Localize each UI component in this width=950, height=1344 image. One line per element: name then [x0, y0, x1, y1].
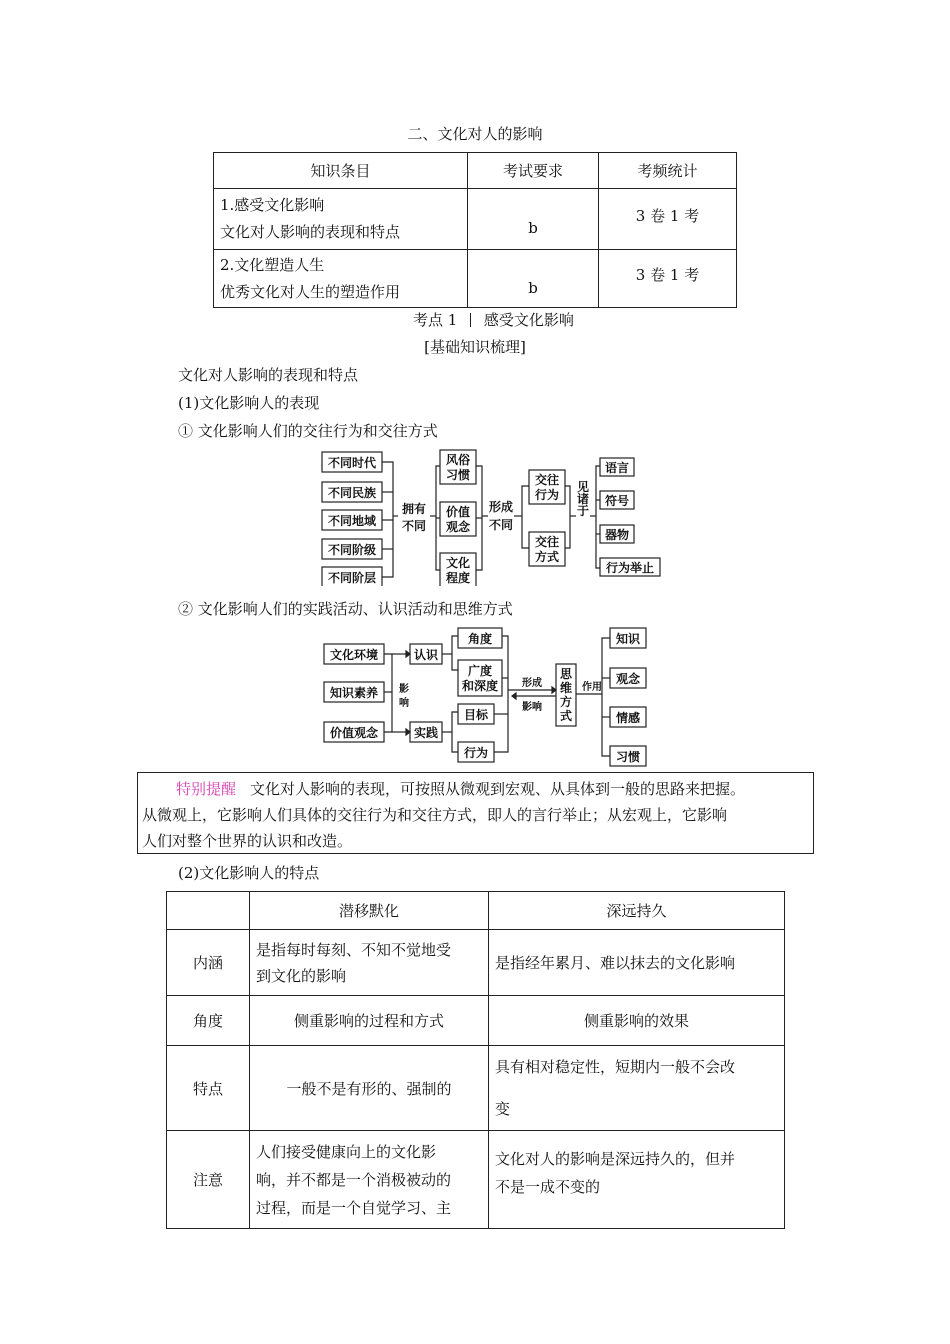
table-header: 潜移默化: [250, 892, 489, 930]
kaodian-label: 考点 1: [413, 311, 458, 329]
cell-line: 文化对人的影响是深远持久的，但并: [495, 1150, 736, 1168]
note-line: 文化对人影响的表现，可按照从微观到宏观、从具体到一般的思路来把握。: [250, 780, 746, 798]
subsection-2: (2)文化影响人的特点: [178, 864, 320, 882]
row-label: 特点: [167, 1046, 250, 1131]
diagram-node: 符号: [604, 494, 630, 508]
diagram-node: 不同地域: [327, 514, 377, 528]
table-header: 深远持久: [489, 892, 785, 930]
cell-line: 是指经年累月、难以抹去的文化影响: [495, 954, 736, 972]
features-table: [166, 891, 785, 1229]
diagram-node: 方式: [534, 550, 560, 564]
diagram-node: 维: [559, 681, 573, 695]
diagram-node: 文化: [445, 556, 471, 570]
cell-line: 过程，而是一个自觉学习、主: [256, 1198, 452, 1217]
diagram-label: 于: [576, 504, 590, 518]
item-2: ② 文化影响人们的实践活动、认识活动和思维方式: [178, 600, 513, 618]
table-row: [214, 250, 737, 308]
table-row: [167, 1131, 785, 1229]
diagram-node: 不同民族: [327, 486, 377, 500]
diagram-label: 不同: [401, 519, 427, 533]
diagram-node: 不同阶层: [327, 571, 377, 585]
diagram-cognition: [320, 624, 660, 770]
note-line: 从微观上，它影响人们具体的交往行为和交往方式，即人的言行举止；从宏观上，它影响: [142, 806, 728, 824]
cell-line: 不是一成不变的: [495, 1178, 601, 1196]
freq-cell: 3 卷 1 考: [599, 189, 737, 250]
diagram-node: 习惯: [445, 468, 471, 482]
subsection-1: (1)文化影响人的表现: [178, 394, 320, 412]
diagram-node: 情感: [615, 711, 641, 725]
diagram-communication: [318, 446, 663, 586]
diagram-node: 交往: [534, 473, 560, 487]
kaodian-heading: [413, 309, 574, 330]
cell-line: 具有相对稳定性，短期内一般不会改: [495, 1058, 736, 1076]
diagram-label: 形成: [488, 500, 514, 514]
table-row: [167, 1046, 785, 1131]
req-cell: b: [468, 250, 599, 308]
diagram-node: 程度: [445, 571, 471, 585]
cell-line: 变: [495, 1100, 511, 1118]
diagram-node: 不同时代: [327, 456, 377, 470]
note-title: 特别提醒: [176, 780, 237, 798]
diagram-node: 行为: [463, 746, 489, 760]
diagram-label: 拥有: [401, 502, 427, 516]
diagram-label: 诸: [576, 492, 590, 506]
table-header: 考试要求: [468, 153, 599, 189]
item-desc: 优秀文化对人生的塑造作用: [220, 282, 401, 301]
table-header: 知识条目: [214, 153, 468, 189]
diagram-label: 响: [399, 698, 409, 709]
note-line: 人们对整个世界的认识和改造。: [142, 832, 353, 850]
item-title: 2.文化塑造人生: [220, 255, 325, 274]
diagram-node: 和深度: [461, 679, 499, 693]
table-row: [167, 930, 785, 996]
diagram-node: 文化环境: [329, 648, 379, 662]
diagram-node: 观念: [615, 672, 641, 686]
diagram-node: 思: [559, 667, 573, 681]
cell-line: 一般不是有形的、强制的: [250, 1046, 489, 1131]
diagram-node: 交往: [534, 535, 560, 549]
diagram-node: 知识: [615, 632, 641, 646]
diagram-label: 形成: [522, 678, 542, 689]
diagram-node: 观念: [445, 520, 471, 534]
diagram-node: 习惯: [615, 750, 641, 764]
row-label: 角度: [167, 996, 250, 1046]
diagram-node: 目标: [463, 708, 489, 722]
table-header: [167, 892, 250, 930]
diagram-node: 行为: [534, 488, 560, 502]
cell-line: 是指每时每刻、不知不觉地受: [256, 940, 452, 959]
subheading: [基础知识梳理]: [424, 338, 526, 356]
diagram-node: 不同阶级: [327, 543, 377, 557]
note-box: [137, 772, 814, 854]
knowledge-table: [213, 152, 737, 308]
item-desc: 文化对人影响的表现和特点: [220, 223, 401, 241]
table-row: [167, 996, 785, 1046]
diagram-node: 角度: [467, 632, 493, 646]
diagram-label: 不同: [488, 518, 514, 532]
diagram-label: 影: [399, 684, 409, 695]
diagram-node: 方: [559, 695, 573, 709]
diagram-node: 器物: [604, 528, 630, 542]
section-title: 二、文化对人的影响: [407, 125, 543, 143]
freq-cell: 3 卷 1 考: [599, 250, 737, 308]
diagram-label: 作用: [582, 682, 602, 693]
diagram-node: 行为举止: [605, 561, 655, 575]
kaodian-title: 感受文化影响: [483, 311, 574, 329]
row-label: 注意: [167, 1131, 250, 1229]
diagram-node: 广度: [467, 664, 493, 678]
item-title: 1.感受文化影响: [220, 196, 325, 214]
diagram-node: 价值: [445, 505, 471, 519]
diagram-label: 见: [576, 480, 590, 494]
cell-line: 人们接受健康向上的文化影: [256, 1142, 437, 1161]
item-1: ① 文化影响人们的交往行为和交往方式: [178, 422, 438, 440]
table-row: [214, 189, 737, 250]
cell-line: 侧重影响的过程和方式: [250, 996, 489, 1046]
diagram-node: 语言: [604, 461, 630, 475]
diagram-node: 式: [559, 709, 573, 723]
diagram-node: 价值观念: [329, 726, 379, 740]
diagram-label: 影响: [522, 702, 542, 713]
cell-line: 到文化的影响: [256, 966, 347, 985]
cell-line: 侧重影响的效果: [489, 996, 785, 1046]
diagram-node: 风俗: [445, 453, 471, 467]
diagram-node: 认识: [413, 648, 439, 662]
diagram-node: 实践: [413, 726, 439, 740]
row-label: 内涵: [167, 930, 250, 996]
req-cell: b: [468, 189, 599, 250]
table-header: 考频统计: [599, 153, 737, 189]
paragraph-title: 文化对人影响的表现和特点: [178, 366, 359, 384]
cell-line: 响，并不都是一个消极被动的: [256, 1170, 452, 1189]
diagram-node: 知识素养: [329, 686, 379, 700]
